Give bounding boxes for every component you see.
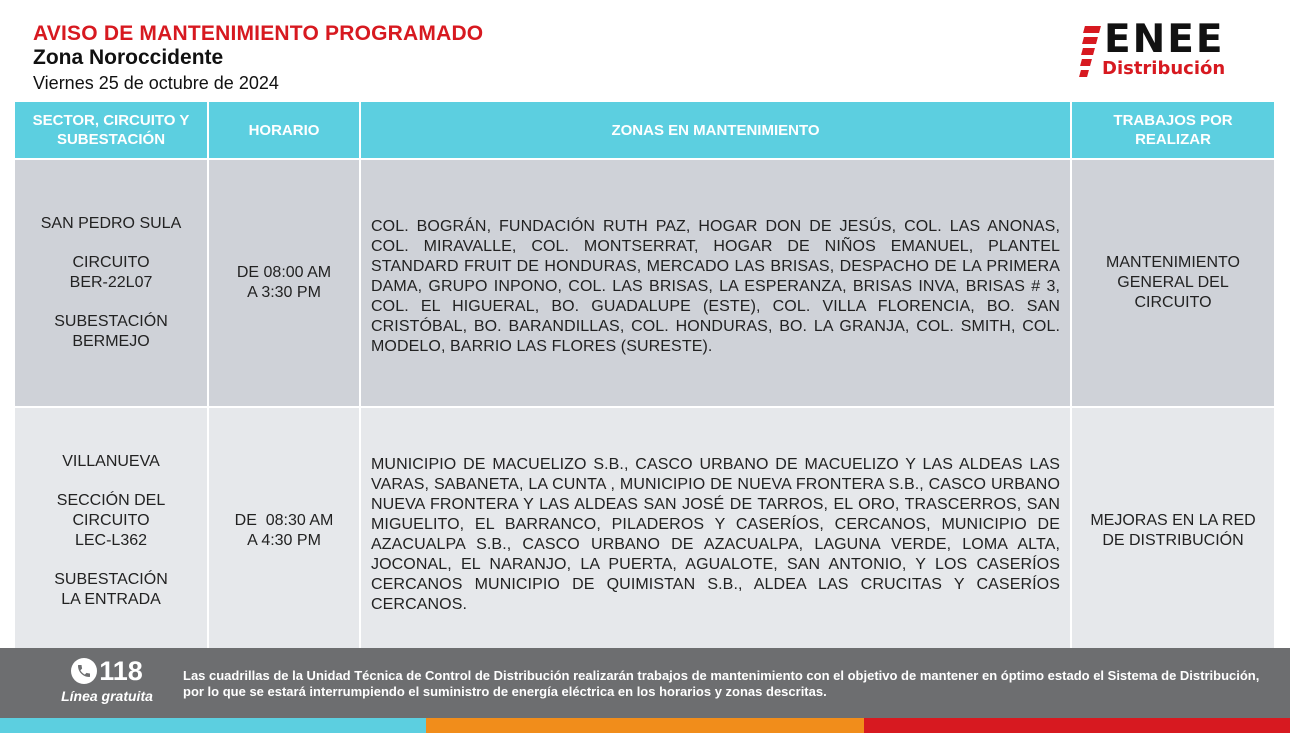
circuito-code: BER-22L07 — [69, 274, 153, 291]
subestacion-label: SUBESTACIÓN — [54, 313, 168, 330]
trabajos-cell — [1072, 408, 1274, 654]
notice-header — [33, 22, 483, 94]
trabajos-line: DE DISTRIBUCIÓN — [1102, 532, 1244, 549]
trabajos-line: GENERAL DEL — [1117, 274, 1229, 291]
color-stripe-cyan — [0, 718, 426, 733]
horario-end: A 4:30 PM — [247, 532, 321, 549]
sector-cell — [15, 408, 207, 654]
horario-cell — [209, 408, 359, 654]
circuito-label: CIRCUITO — [72, 254, 150, 271]
enee-logo — [1078, 17, 1268, 82]
footer-bar — [0, 648, 1290, 718]
sector-cell — [15, 160, 207, 406]
hotline — [52, 656, 162, 704]
horario-end: A 3:30 PM — [247, 284, 321, 301]
color-stripe-red — [864, 718, 1290, 733]
column-header-zonas: ZONAS EN MANTENIMIENTO — [361, 102, 1070, 158]
column-header-trabajos: TRABAJOS POR REALIZAR — [1072, 102, 1274, 158]
sector-name: VILLANUEVA — [62, 453, 160, 470]
trabajos-line: MANTENIMIENTO — [1106, 254, 1240, 271]
logo-word: ENEE — [1104, 17, 1225, 62]
sector-name: SAN PEDRO SULA — [40, 215, 182, 232]
zonas-cell: MUNICIPIO DE MACUELIZO S.B., CASCO URBANO DE MACUELIZO Y LAS ALDEAS LAS VARAS, SABANETA, LA CUNTA , MUNICIPIO DE NUEVA FRONTERA S.B., CASCO URBANO NUEVA FRONTERA Y LAS ALDEAS SAN JOSÉ DE TARROS, EL ORO, TRASCERROS, SAN MIGUELITO, EL BARRANCO, PILADEROS Y CASERÍOS, CERCANOS, MUNICIPIO DE AZACUALPA S.B., CASCO URBANO DE AZACUALPA, LAGUNA VERDE, LOMA ALTA, JOCONAL, EL NARANJO, LA PUERTA, AGUALOTE, SAN ANTONIO, Y LOS CASERÍOS CERCANOS MUNICIPIO DE QUIMISTAN S.B., ALDEA LAS CRUCITAS Y CASERÍOS CERCANOS. — [361, 408, 1070, 654]
logo-bars-icon — [1080, 26, 1100, 78]
trabajos-cell — [1072, 160, 1274, 406]
phone-number: 118 — [99, 656, 143, 686]
circuito-code: LEC-L362 — [74, 532, 148, 549]
notice-date: Viernes 25 de octubre de 2024 — [33, 73, 279, 93]
subestacion-name: LA ENTRADA — [61, 591, 161, 608]
column-header-horario: HORARIO — [209, 102, 359, 158]
subestacion-name: BERMEJO — [72, 333, 150, 350]
column-header-sector: SECTOR, CIRCUITO Y SUBESTACIÓN — [15, 102, 207, 158]
maintenance-table — [13, 100, 1276, 656]
phone-icon — [71, 658, 97, 684]
trabajos-line: MEJORAS EN LA RED — [1090, 512, 1256, 529]
table-header-row — [15, 102, 1274, 158]
trabajos-line: CIRCUITO — [1134, 294, 1212, 311]
table-row — [15, 160, 1274, 406]
horario-start: DE 08:00 AM — [236, 264, 332, 281]
table-row — [15, 408, 1274, 654]
horario-start: DE 08:30 AM — [234, 512, 334, 529]
circuito-label: SECCIÓN DEL CIRCUITO — [56, 492, 166, 529]
phone-label: Línea gratuita — [61, 688, 153, 704]
footer-notice-text: Las cuadrillas de la Unidad Técnica de Control de Distribución realizarán trabajos de mantenimiento con el objetivo de mantener en óptimo estado el Sistema de Distribución, por lo que se estará interrumpiendo el suministro de energía eléctrica en los horarios y zonas descritas. — [183, 668, 1260, 699]
zone-name: Zona Noroccidente — [33, 46, 224, 69]
horario-cell — [209, 160, 359, 406]
color-stripe-orange — [426, 718, 864, 733]
zonas-cell: COL. BOGRÁN, FUNDACIÓN RUTH PAZ, HOGAR DON DE JESÚS, COL. LAS ANONAS, COL. MIRAVALLE, COL. MONTSERRAT, HOGAR DE NIÑOS EMANUEL, PLANTEL STANDARD FRUIT DE HONDURAS, MERCADO LAS BRISAS, DESPACHO DE LA PRIMERA DAMA, GRUPO INPONO, COL. LAS BRISAS, LA ESPERANZA, BRISAS INVA, BRISAS # 3, COL. EL HIGUERAL, BO. GUADALUPE (ESTE), COL. VILLA FLORENCIA, BO. SAN CRISTÓBAL, BO. BARANDILLAS, COL. HONDURAS, BO. LA GRANJA, COL. SMITH, COL. MODELO, BARRIO LAS FLORES (SURESTE). — [361, 160, 1070, 406]
notice-title: AVISO DE MANTENIMIENTO PROGRAMADO — [33, 22, 484, 45]
logo-subtitle: Distribución — [1102, 58, 1226, 79]
subestacion-label: SUBESTACIÓN — [54, 571, 168, 588]
